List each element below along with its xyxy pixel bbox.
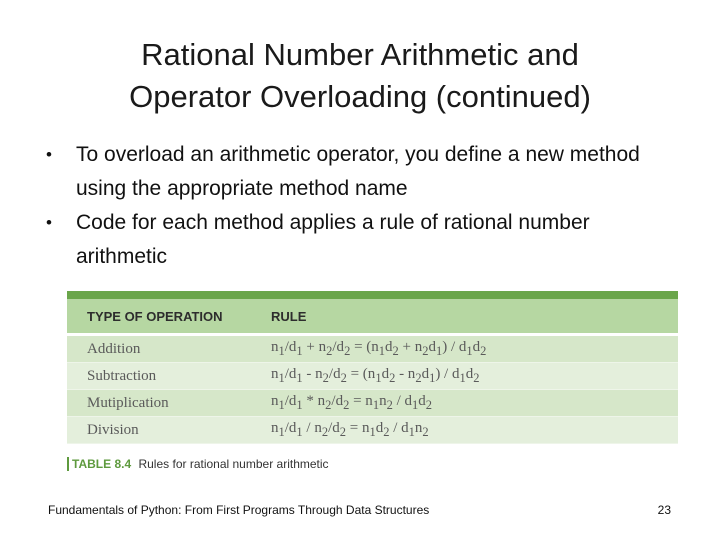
bullet-item: [44, 206, 684, 274]
bullet-list: [44, 138, 684, 274]
table-caption-text: Rules for rational number arithmetic: [138, 457, 329, 471]
operation-cell: Subtraction: [87, 367, 157, 384]
operation-cell: Addition: [87, 340, 141, 357]
bullet-symbol: •: [46, 145, 52, 164]
operation-cell: Mutiplication: [87, 394, 169, 411]
slide-footer: Fundamentals of Python: From First Programs Through Data Structures: [48, 503, 430, 517]
header-rule: RULE: [271, 308, 307, 324]
rule-cell: $n_1/d_1 - n_2/d_2 = (n_1d_2 - n_2d_1) / d_1d_2$: [271, 366, 480, 385]
header-type-of-operation: TYPE OF OPERATION: [87, 308, 223, 324]
slide-title-line-1: Rational Number Arithmetic and: [141, 37, 579, 72]
table-row: [67, 363, 678, 390]
operation-cell: Division: [87, 421, 139, 438]
table-caption-tag: TABLE 8.4: [67, 457, 131, 471]
table-caption: [67, 457, 329, 471]
bullet-item: [44, 138, 684, 206]
rule-cell: $n_1/d_1 + n_2/d_2 = (n_1d_2 + n_2d_1) / d_1d_2$: [271, 339, 487, 358]
bullet-symbol: •: [46, 213, 52, 232]
table-top-bar: [67, 291, 678, 299]
table-row: [67, 390, 678, 417]
rule-cell: $n_1/d_1 * n_2/d_2 = n_1n_2 / d_1d_2$: [271, 393, 432, 412]
slide-title: [40, 34, 680, 118]
rules-table: [67, 291, 678, 444]
table-header: [67, 299, 678, 336]
rule-cell: $n_1/d_1 / n_2/d_2 = n_1d_2 / d_1n_2$: [271, 420, 429, 439]
table-row: [67, 417, 678, 444]
table-body: [67, 336, 678, 444]
bullet-text: Code for each method applies a rule of rational number arithmetic: [76, 211, 590, 268]
slide-title-line-2: Operator Overloading (continued): [129, 79, 591, 114]
page-number: 23: [657, 503, 671, 517]
table-row: [67, 336, 678, 363]
bullet-text: To overload an arithmetic operator, you define a new method using the appropriate method name: [76, 143, 640, 200]
